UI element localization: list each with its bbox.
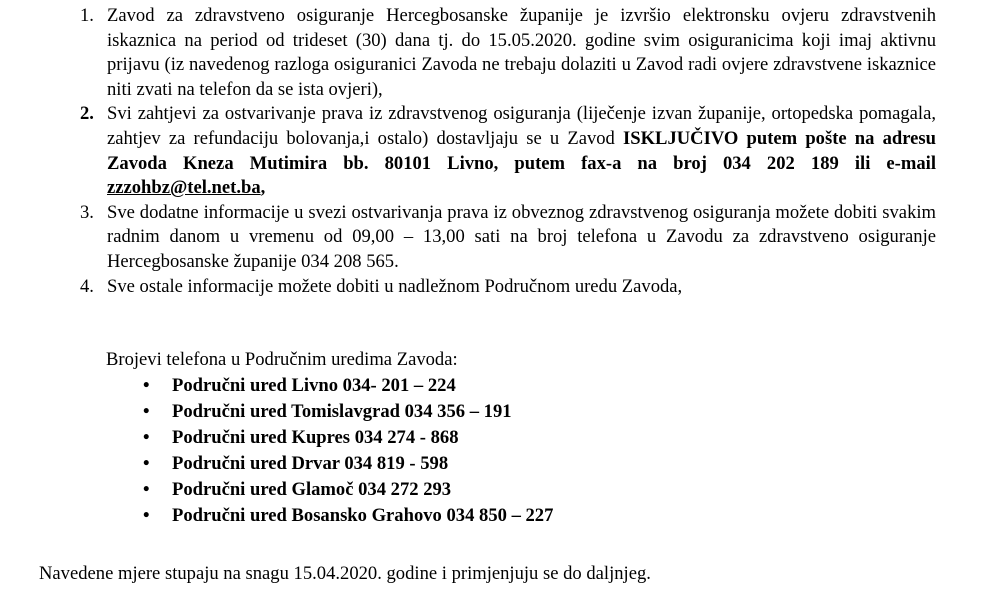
item-text bbox=[107, 4, 936, 102]
bullet-icon: • bbox=[143, 375, 150, 396]
closing-paragraph: Navedene mjere stupaju na snagu 15.04.2020. godine i primjenjuju se do daljnjeg. bbox=[39, 563, 651, 584]
list-item bbox=[0, 4, 936, 102]
office-text: Područni ured Kupres 034 274 - 868 bbox=[172, 427, 459, 448]
item-text-part: Sve dodatne informacije u svezi ostvarivanja prava iz obveznog zdravstvenog osiguranja možete dobiti svakim radnim danom u vremenu od 09,00 – 13,00 sati na broj telefona u Zavodu za zdravstveno osiguranje Hercegbosanske županije 034 208 565. bbox=[107, 201, 936, 272]
bullet-icon: • bbox=[143, 505, 150, 526]
item-text-part: Svi zahtjevi za ostvarivanje prava iz zdravstvenog osiguranja (liječenje izvan županije, ortopedska pomagala, zahtjev za refundaciju bolovanja,i ostalo) dostavljaju se u Zavod bbox=[107, 103, 936, 149]
office-text: Područni ured Bosansko Grahovo 034 850 – 227 bbox=[172, 505, 554, 526]
email-link[interactable]: zzzohbz@tel.net.ba bbox=[107, 177, 261, 199]
item-number: 1. bbox=[80, 5, 94, 26]
list-item bbox=[0, 201, 936, 275]
office-item bbox=[0, 399, 553, 425]
item-text-part: Zavod za zdravstveno osiguranje Hercegbosanske županije je izvršio elektronsku ovjeru zdravstvenih iskaznica na period od trideset (30) dana tj. do 15.05.2020. godine svim osiguranicima koji imaj aktivnu prijavu (iz navedenog razloga osiguranici Zavoda ne trebaju dolaziti u Zavod radi ovjere zdravstvene iskaznice niti zvati na telefon da se ista ovjeri), bbox=[107, 5, 936, 100]
office-phone-list bbox=[0, 373, 553, 529]
item-number: 4. bbox=[80, 275, 94, 297]
office-text: Područni ured Tomislavgrad 034 356 – 191 bbox=[172, 401, 512, 422]
item-text bbox=[107, 102, 936, 200]
item-text-bold-part: ISKLJUČIVO putem pošte na adresu Zavoda Kneza Mutimira bb. 80101 Livno, putem fax-a na broj 034 202 189 ili e-mail bbox=[107, 127, 937, 174]
list-item bbox=[0, 102, 936, 200]
item-number: 2. bbox=[80, 103, 94, 125]
bullet-icon: • bbox=[143, 453, 150, 474]
item-text bbox=[107, 275, 936, 300]
office-item bbox=[0, 425, 553, 451]
item-text-bold-part: , bbox=[260, 177, 266, 199]
office-item bbox=[0, 477, 553, 503]
bullet-icon: • bbox=[143, 479, 150, 500]
phones-heading: Brojevi telefona u Područnim uredima Zavoda: bbox=[106, 349, 458, 370]
item-number: 3. bbox=[80, 201, 94, 223]
office-text: Područni ured Glamoč 034 272 293 bbox=[172, 479, 452, 500]
list-item bbox=[0, 275, 936, 300]
office-text: Područni ured Livno 034- 201 – 224 bbox=[172, 375, 456, 396]
office-item bbox=[0, 451, 553, 477]
office-text: Područni ured Drvar 034 819 - 598 bbox=[172, 453, 449, 474]
office-item bbox=[0, 503, 553, 529]
bullet-icon: • bbox=[143, 401, 150, 422]
item-text bbox=[107, 201, 936, 275]
office-item bbox=[0, 373, 553, 399]
item-text-part: Sve ostale informacije možete dobiti u nadležnom Područnom uredu Zavoda, bbox=[107, 275, 683, 297]
numbered-list bbox=[0, 4, 1003, 299]
bullet-icon: • bbox=[143, 427, 150, 448]
